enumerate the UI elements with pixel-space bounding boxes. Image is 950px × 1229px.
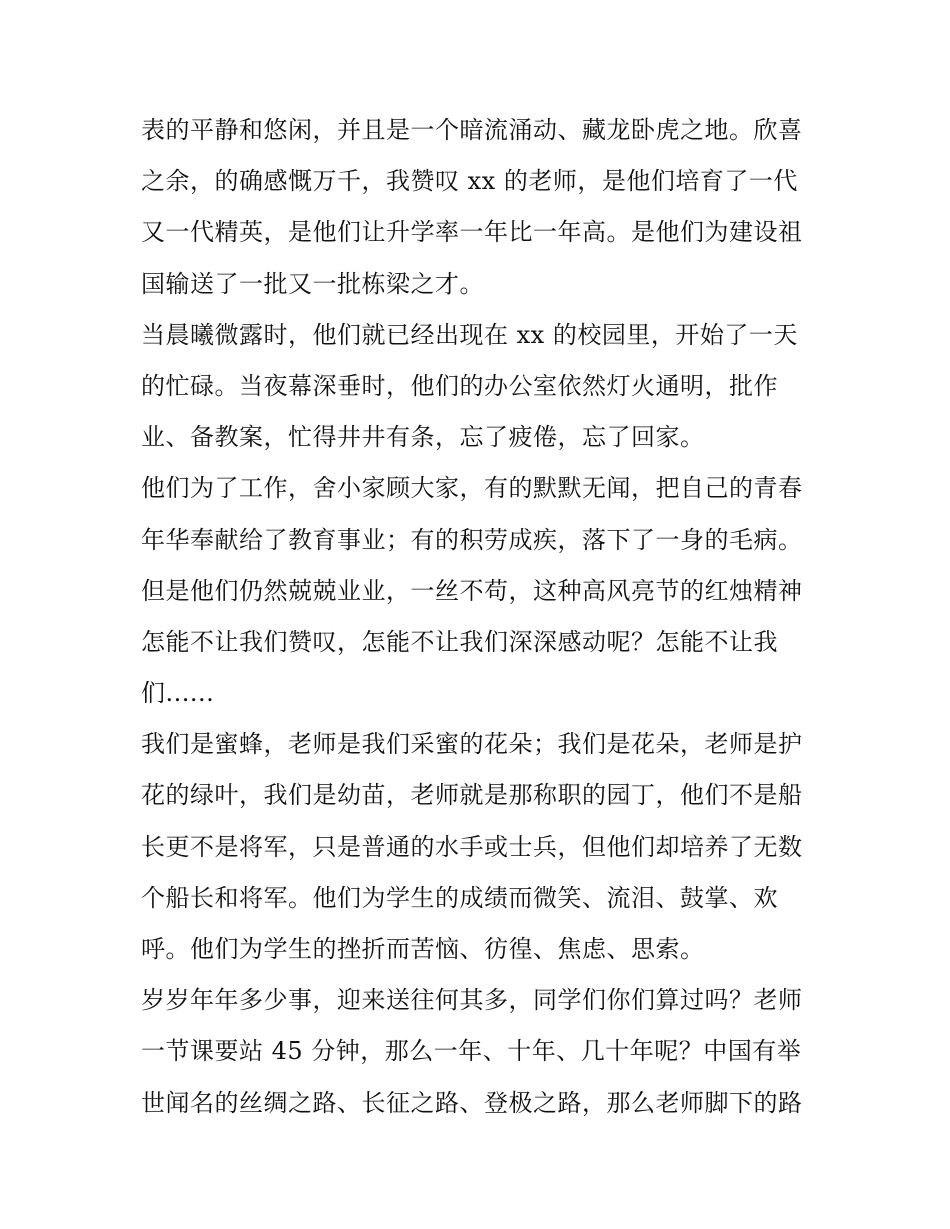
- text-line: 一节课要站 45 分钟，那么一年、十年、几十年呢？中国有举: [141, 1037, 802, 1066]
- text-line: 长更不是将军，只是普通的水手或士兵，但他们却培养了无数: [141, 832, 803, 861]
- paragraph-4: [141, 719, 821, 975]
- text-line: 当晨曦微露时，他们就已经出现在 xx 的校园里，开始了一天: [141, 320, 798, 349]
- paragraph-5: [141, 975, 821, 1129]
- paragraph-3: [141, 463, 821, 719]
- paragraph-2: [141, 310, 821, 464]
- text-line: 岁岁年年多少事，迎来送往何其多，同学们你们算过吗？老师: [141, 986, 803, 1015]
- text-line: 们......: [141, 679, 215, 708]
- text-line: 他们为了工作，舍小家顾大家，有的默默无闻，把自己的青春: [141, 474, 803, 503]
- text-line: 花的绿叶，我们是幼苗，老师就是那称职的园丁，他们不是船: [141, 781, 803, 810]
- text-line: 世闻名的丝绸之路、长征之路、登极之路，那么老师脚下的路: [141, 1088, 803, 1117]
- text-line: 个船长和将军。他们为学生的成绩而微笑、流泪、鼓掌、欢: [141, 883, 778, 912]
- text-line: 年华奉献给了教育事业；有的积劳成疾，落下了一身的毛病。: [141, 525, 803, 554]
- text-line: 的忙碌。当夜幕深垂时，他们的办公室依然灯火通明，批作: [141, 371, 778, 400]
- text-line: 又一代精英，是他们让升学率一年比一年高。是他们为建设祖: [141, 218, 803, 247]
- text-line: 怎能不让我们赞叹，怎能不让我们深深感动呢？怎能不让我: [141, 627, 778, 656]
- text-line: 业、备教案，忙得井井有条，忘了疲倦，忘了回家。: [141, 423, 705, 452]
- text-line: 表的平静和悠闲，并且是一个暗流涌动、藏龙卧虎之地。欣喜: [141, 116, 803, 144]
- text-line: 之余，的确感慨万千，我赞叹 xx 的老师，是他们培育了一代: [141, 167, 798, 196]
- paragraph-1: [141, 105, 821, 310]
- text-line: 呼。他们为学生的挫折而苦恼、彷徨、焦虑、思索。: [141, 935, 705, 963]
- document-body: [141, 105, 821, 1129]
- text-line: 国输送了一批又一批栋梁之才。: [141, 269, 484, 298]
- text-line: 我们是蜜蜂，老师是我们采蜜的花朵；我们是花朵，老师是护: [141, 730, 803, 759]
- text-line: 但是他们仍然兢兢业业，一丝不苟，这种高风亮节的红烛精神: [141, 576, 803, 605]
